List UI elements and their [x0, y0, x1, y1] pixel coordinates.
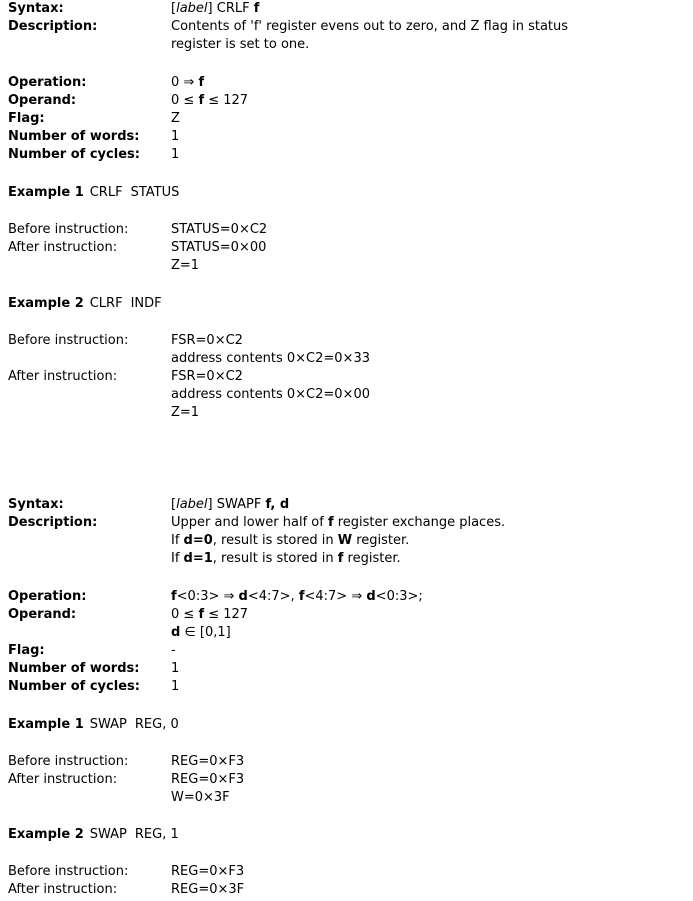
- before-row-continued: [8, 350, 678, 368]
- example-title: Example 1: [8, 717, 84, 732]
- example-arg: STATUS: [130, 185, 180, 200]
- example-arg: REG, 1: [134, 827, 179, 842]
- operation-row: [8, 588, 678, 606]
- after-value: Z=1: [171, 405, 200, 420]
- description-row-continued: [8, 36, 678, 54]
- after-row-continued: [8, 257, 678, 275]
- after-value: Z=1: [171, 258, 200, 273]
- before-value: REG=0×F3: [171, 754, 245, 769]
- flag-row: [8, 110, 678, 128]
- operand-value: d ∈ [0,1]: [171, 625, 231, 640]
- before-label: Before instruction:: [8, 864, 129, 879]
- example-header: [8, 826, 678, 844]
- before-row: [8, 221, 678, 239]
- syntax-label: Syntax:: [8, 497, 64, 512]
- swapf-example-1: [8, 716, 678, 734]
- example-code: SWAP: [89, 717, 127, 732]
- before-row: [8, 332, 678, 350]
- after-row-continued: [8, 386, 678, 404]
- clrf-example-1-body: [8, 221, 678, 275]
- words-value: 1: [171, 661, 180, 676]
- after-row: [8, 771, 678, 789]
- flag-value: -: [171, 643, 176, 658]
- before-label: Before instruction:: [8, 333, 129, 348]
- swapf-example-2: [8, 826, 678, 844]
- operation-label: Operation:: [8, 589, 87, 604]
- operation-value: 0 ⇒ f: [171, 75, 205, 90]
- description-row: [8, 18, 678, 36]
- example-code: CRLF: [89, 185, 123, 200]
- before-value: FSR=0×C2: [171, 333, 243, 348]
- before-label: Before instruction:: [8, 222, 129, 237]
- before-value: address contents 0×C2=0×33: [171, 351, 370, 366]
- example-header: [8, 716, 678, 734]
- operand-row-continued: [8, 624, 678, 642]
- syntax-row: [8, 0, 678, 18]
- after-label: After instruction:: [8, 369, 118, 384]
- description-line: Contents of 'f' register evens out to zero, and Z flag in status: [171, 19, 569, 34]
- example-arg: INDF: [130, 296, 162, 311]
- words-label: Number of words:: [8, 129, 140, 144]
- after-label: After instruction:: [8, 772, 118, 787]
- operand-label: Operand:: [8, 607, 77, 622]
- example-title: Example 2: [8, 827, 84, 842]
- after-row: [8, 239, 678, 257]
- operand-value: 0 ≤ f ≤ 127: [171, 607, 249, 622]
- clrf-example-2: [8, 295, 678, 313]
- after-row-continued: [8, 404, 678, 422]
- cycles-label: Number of cycles:: [8, 147, 140, 162]
- syntax-value: [label] SWAPF f, d: [171, 497, 290, 512]
- description-row-continued: [8, 550, 678, 568]
- after-value: W=0×3F: [171, 790, 230, 805]
- example-code: SWAP: [89, 827, 127, 842]
- words-row: [8, 660, 678, 678]
- syntax-value: [label] CRLF f: [171, 1, 260, 16]
- cycles-value: 1: [171, 679, 180, 694]
- after-row-continued: [8, 789, 678, 807]
- example-title: Example 1: [8, 185, 84, 200]
- swapf-example-1-body: [8, 753, 678, 807]
- words-value: 1: [171, 129, 180, 144]
- flag-value: Z: [171, 111, 180, 126]
- before-value: REG=0×F3: [171, 864, 245, 879]
- description-label: Description:: [8, 19, 98, 34]
- before-label: Before instruction:: [8, 754, 129, 769]
- after-label: After instruction:: [8, 240, 118, 255]
- syntax-row: [8, 496, 678, 514]
- after-row: [8, 881, 678, 899]
- description-line: If d=0, result is stored in W register.: [171, 533, 410, 548]
- flag-label: Flag:: [8, 111, 45, 126]
- swapf-properties: [8, 588, 678, 696]
- after-label: After instruction:: [8, 882, 118, 897]
- swapf-instruction-section: [8, 496, 678, 568]
- after-value: FSR=0×C2: [171, 369, 243, 384]
- clrf-instruction-section: [8, 0, 678, 54]
- example-header: [8, 184, 678, 202]
- example-header: [8, 295, 678, 313]
- operand-label: Operand:: [8, 93, 77, 108]
- description-line: If d=1, result is stored in f register.: [171, 551, 401, 566]
- example-title: Example 2: [8, 296, 84, 311]
- flag-label: Flag:: [8, 643, 45, 658]
- operand-row: [8, 606, 678, 624]
- operation-label: Operation:: [8, 75, 87, 90]
- cycles-row: [8, 146, 678, 164]
- before-row: [8, 863, 678, 881]
- cycles-row: [8, 678, 678, 696]
- words-label: Number of words:: [8, 661, 140, 676]
- words-row: [8, 128, 678, 146]
- cycles-label: Number of cycles:: [8, 679, 140, 694]
- after-value: REG=0×3F: [171, 882, 245, 897]
- flag-row: [8, 642, 678, 660]
- operand-row: [8, 92, 678, 110]
- description-label: Description:: [8, 515, 98, 530]
- after-value: STATUS=0×00: [171, 240, 267, 255]
- description-row: [8, 514, 678, 532]
- after-value: REG=0×F3: [171, 772, 245, 787]
- description-line: Upper and lower half of f register exchange places.: [171, 515, 506, 530]
- operation-value: f<0:3> ⇒ d<4:7>, f<4:7> ⇒ d<0:3>;: [171, 589, 423, 604]
- example-code: CLRF: [89, 296, 123, 311]
- after-row: [8, 368, 678, 386]
- before-row: [8, 753, 678, 771]
- swapf-example-2-body: [8, 863, 678, 899]
- description-row-continued: [8, 532, 678, 550]
- description-line: register is set to one.: [171, 37, 310, 52]
- after-value: address contents 0×C2=0×00: [171, 387, 370, 402]
- clrf-example-2-body: [8, 332, 678, 422]
- clrf-properties: [8, 74, 678, 164]
- clrf-example-1: [8, 184, 678, 202]
- before-value: STATUS=0×C2: [171, 222, 268, 237]
- cycles-value: 1: [171, 147, 180, 162]
- syntax-label: Syntax:: [8, 1, 64, 16]
- example-arg: REG, 0: [134, 717, 179, 732]
- operand-value: 0 ≤ f ≤ 127: [171, 93, 249, 108]
- operation-row: [8, 74, 678, 92]
